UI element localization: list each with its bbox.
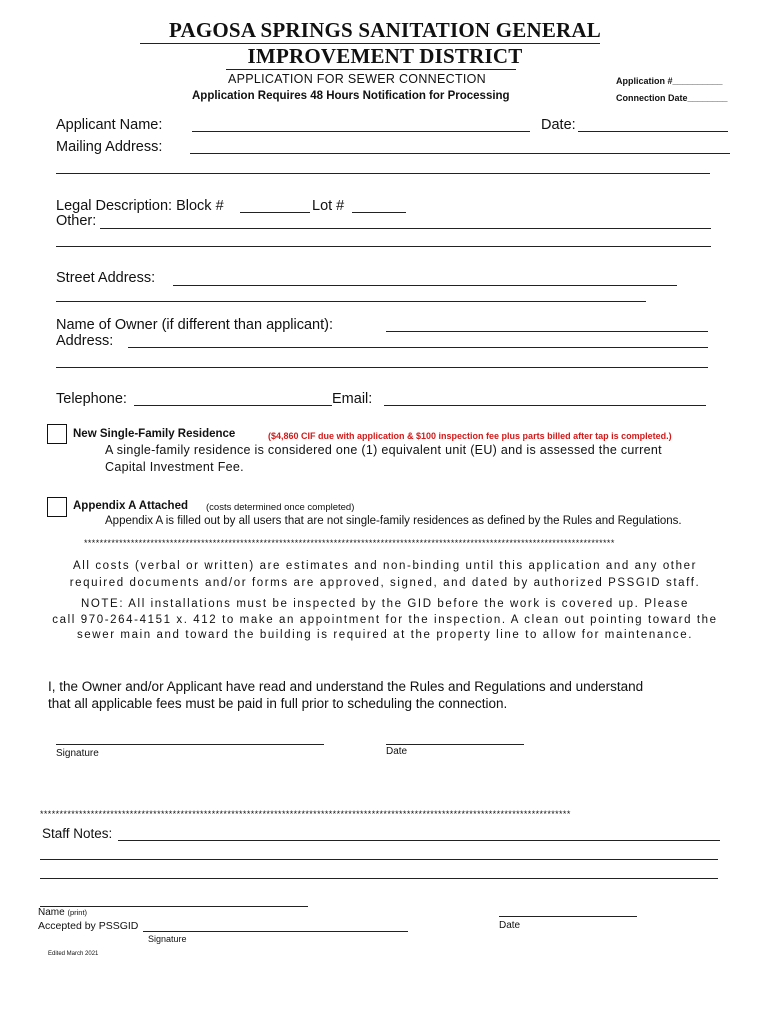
applicant-name-label: Applicant Name:: [56, 117, 163, 133]
applicant-name-field[interactable]: [192, 131, 530, 132]
owner-address-field[interactable]: [128, 347, 708, 348]
appendix-a-desc: Appendix A is filled out by all users that are not single-family residences as defined by the Rules and Regulations.: [105, 515, 682, 527]
appendix-a-checkbox[interactable]: [47, 497, 67, 517]
inspection-note-line-1: NOTE: All installations must be inspected by the GID before the work is covered up. Please: [80, 598, 690, 610]
mailing-address-field[interactable]: [190, 153, 730, 154]
title-line-2: IMPROVEMENT DISTRICT: [247, 44, 523, 68]
staff-name-label: [38, 907, 87, 918]
mailing-address-label: Mailing Address:: [56, 139, 163, 155]
staff-date-label: Date: [499, 920, 521, 931]
owner-address-field-2[interactable]: [56, 367, 708, 368]
connection-date: Connection Date________: [616, 93, 728, 103]
email-field[interactable]: [384, 405, 706, 406]
single-family-desc-1: A single-family residence is considered one (1) equivalent unit (EU) and is assessed the current: [105, 443, 662, 457]
other-label: Other:: [56, 213, 97, 229]
title-line-1: PAGOSA SPRINGS SANITATION GENERAL: [169, 18, 601, 42]
appendix-a-note: (costs determined once completed): [206, 502, 355, 513]
owner-address-label: Address:: [56, 333, 114, 349]
applicant-date-field[interactable]: [386, 744, 524, 745]
accepted-by-signature-field[interactable]: [143, 931, 408, 932]
staff-name-text: Name: [38, 907, 65, 918]
inspection-note-line-3: sewer main and toward the building is required at the property line to allow for maintenance.: [76, 629, 694, 641]
costs-notice-line-1: All costs (verbal or written) are estimates and non-binding until this application and any other: [72, 560, 698, 572]
email-label: Email:: [332, 391, 373, 407]
costs-notice-line-2: required documents and/or forms are approved, signed, and dated by authorized PSSGID staff.: [69, 577, 701, 589]
edited-date: Edited March 2021: [48, 951, 99, 957]
legal-block-label: Legal Description: Block #: [56, 198, 224, 214]
appendix-a-label: Appendix A Attached: [73, 500, 189, 512]
street-address-label: Street Address:: [56, 270, 156, 286]
separator-stars: ****************************************************************************************************************************************: [84, 538, 615, 548]
staff-date-field[interactable]: [499, 916, 637, 917]
application-number: Application #__________: [616, 76, 723, 86]
street-address-field[interactable]: [173, 285, 677, 286]
applicant-date-label: Date: [386, 746, 408, 757]
staff-notes-field-3[interactable]: [40, 878, 718, 879]
single-family-checkbox[interactable]: [47, 424, 67, 444]
single-family-label: New Single-Family Residence: [73, 428, 236, 440]
street-address-field-2[interactable]: [56, 301, 646, 302]
staff-notes-label: Staff Notes:: [42, 826, 113, 841]
agreement-line-1: I, the Owner and/or Applicant have read and understand the Rules and Regulations and understand: [48, 679, 644, 694]
telephone-label: Telephone:: [56, 391, 127, 407]
processing-notice: Application Requires 48 Hours Notification for Processing: [192, 90, 510, 102]
telephone-field[interactable]: [134, 405, 332, 406]
staff-notes-field[interactable]: [118, 840, 720, 841]
inspection-note-line-2: call 970-264-4151 x. 412 to make an appointment for the inspection. A clean out pointing toward the: [52, 614, 718, 626]
owner-name-label: Name of Owner (if different than applicant):: [56, 317, 333, 333]
date-field[interactable]: [578, 131, 728, 132]
owner-name-field[interactable]: [386, 331, 708, 332]
form-subtitle: APPLICATION FOR SEWER CONNECTION: [228, 72, 487, 86]
mailing-address-field-2[interactable]: [56, 173, 710, 174]
block-number-field[interactable]: [240, 212, 310, 213]
accepted-by-label: Accepted by PSSGID: [38, 920, 139, 932]
separator-stars-2: ****************************************************************************************************************************************: [40, 809, 571, 819]
single-family-fee-note: ($4,860 CIF due with application & $100 inspection fee plus parts billed after tap is completed.): [268, 431, 672, 441]
single-family-desc-2: Capital Investment Fee.: [105, 460, 244, 474]
date-label: Date:: [541, 117, 576, 133]
other-field[interactable]: [100, 228, 711, 229]
title-underline-2: [226, 69, 516, 70]
agreement-line-2: that all applicable fees must be paid in full prior to scheduling the connection.: [48, 696, 508, 711]
staff-name-print-note: (print): [67, 908, 88, 917]
applicant-signature-label: Signature: [56, 748, 99, 759]
accepted-by-signature-label: Signature: [148, 934, 187, 944]
staff-notes-field-2[interactable]: [40, 859, 718, 860]
applicant-signature-field[interactable]: [56, 744, 324, 745]
other-field-2[interactable]: [56, 246, 711, 247]
lot-number-field[interactable]: [352, 212, 406, 213]
lot-label: Lot #: [312, 198, 345, 214]
